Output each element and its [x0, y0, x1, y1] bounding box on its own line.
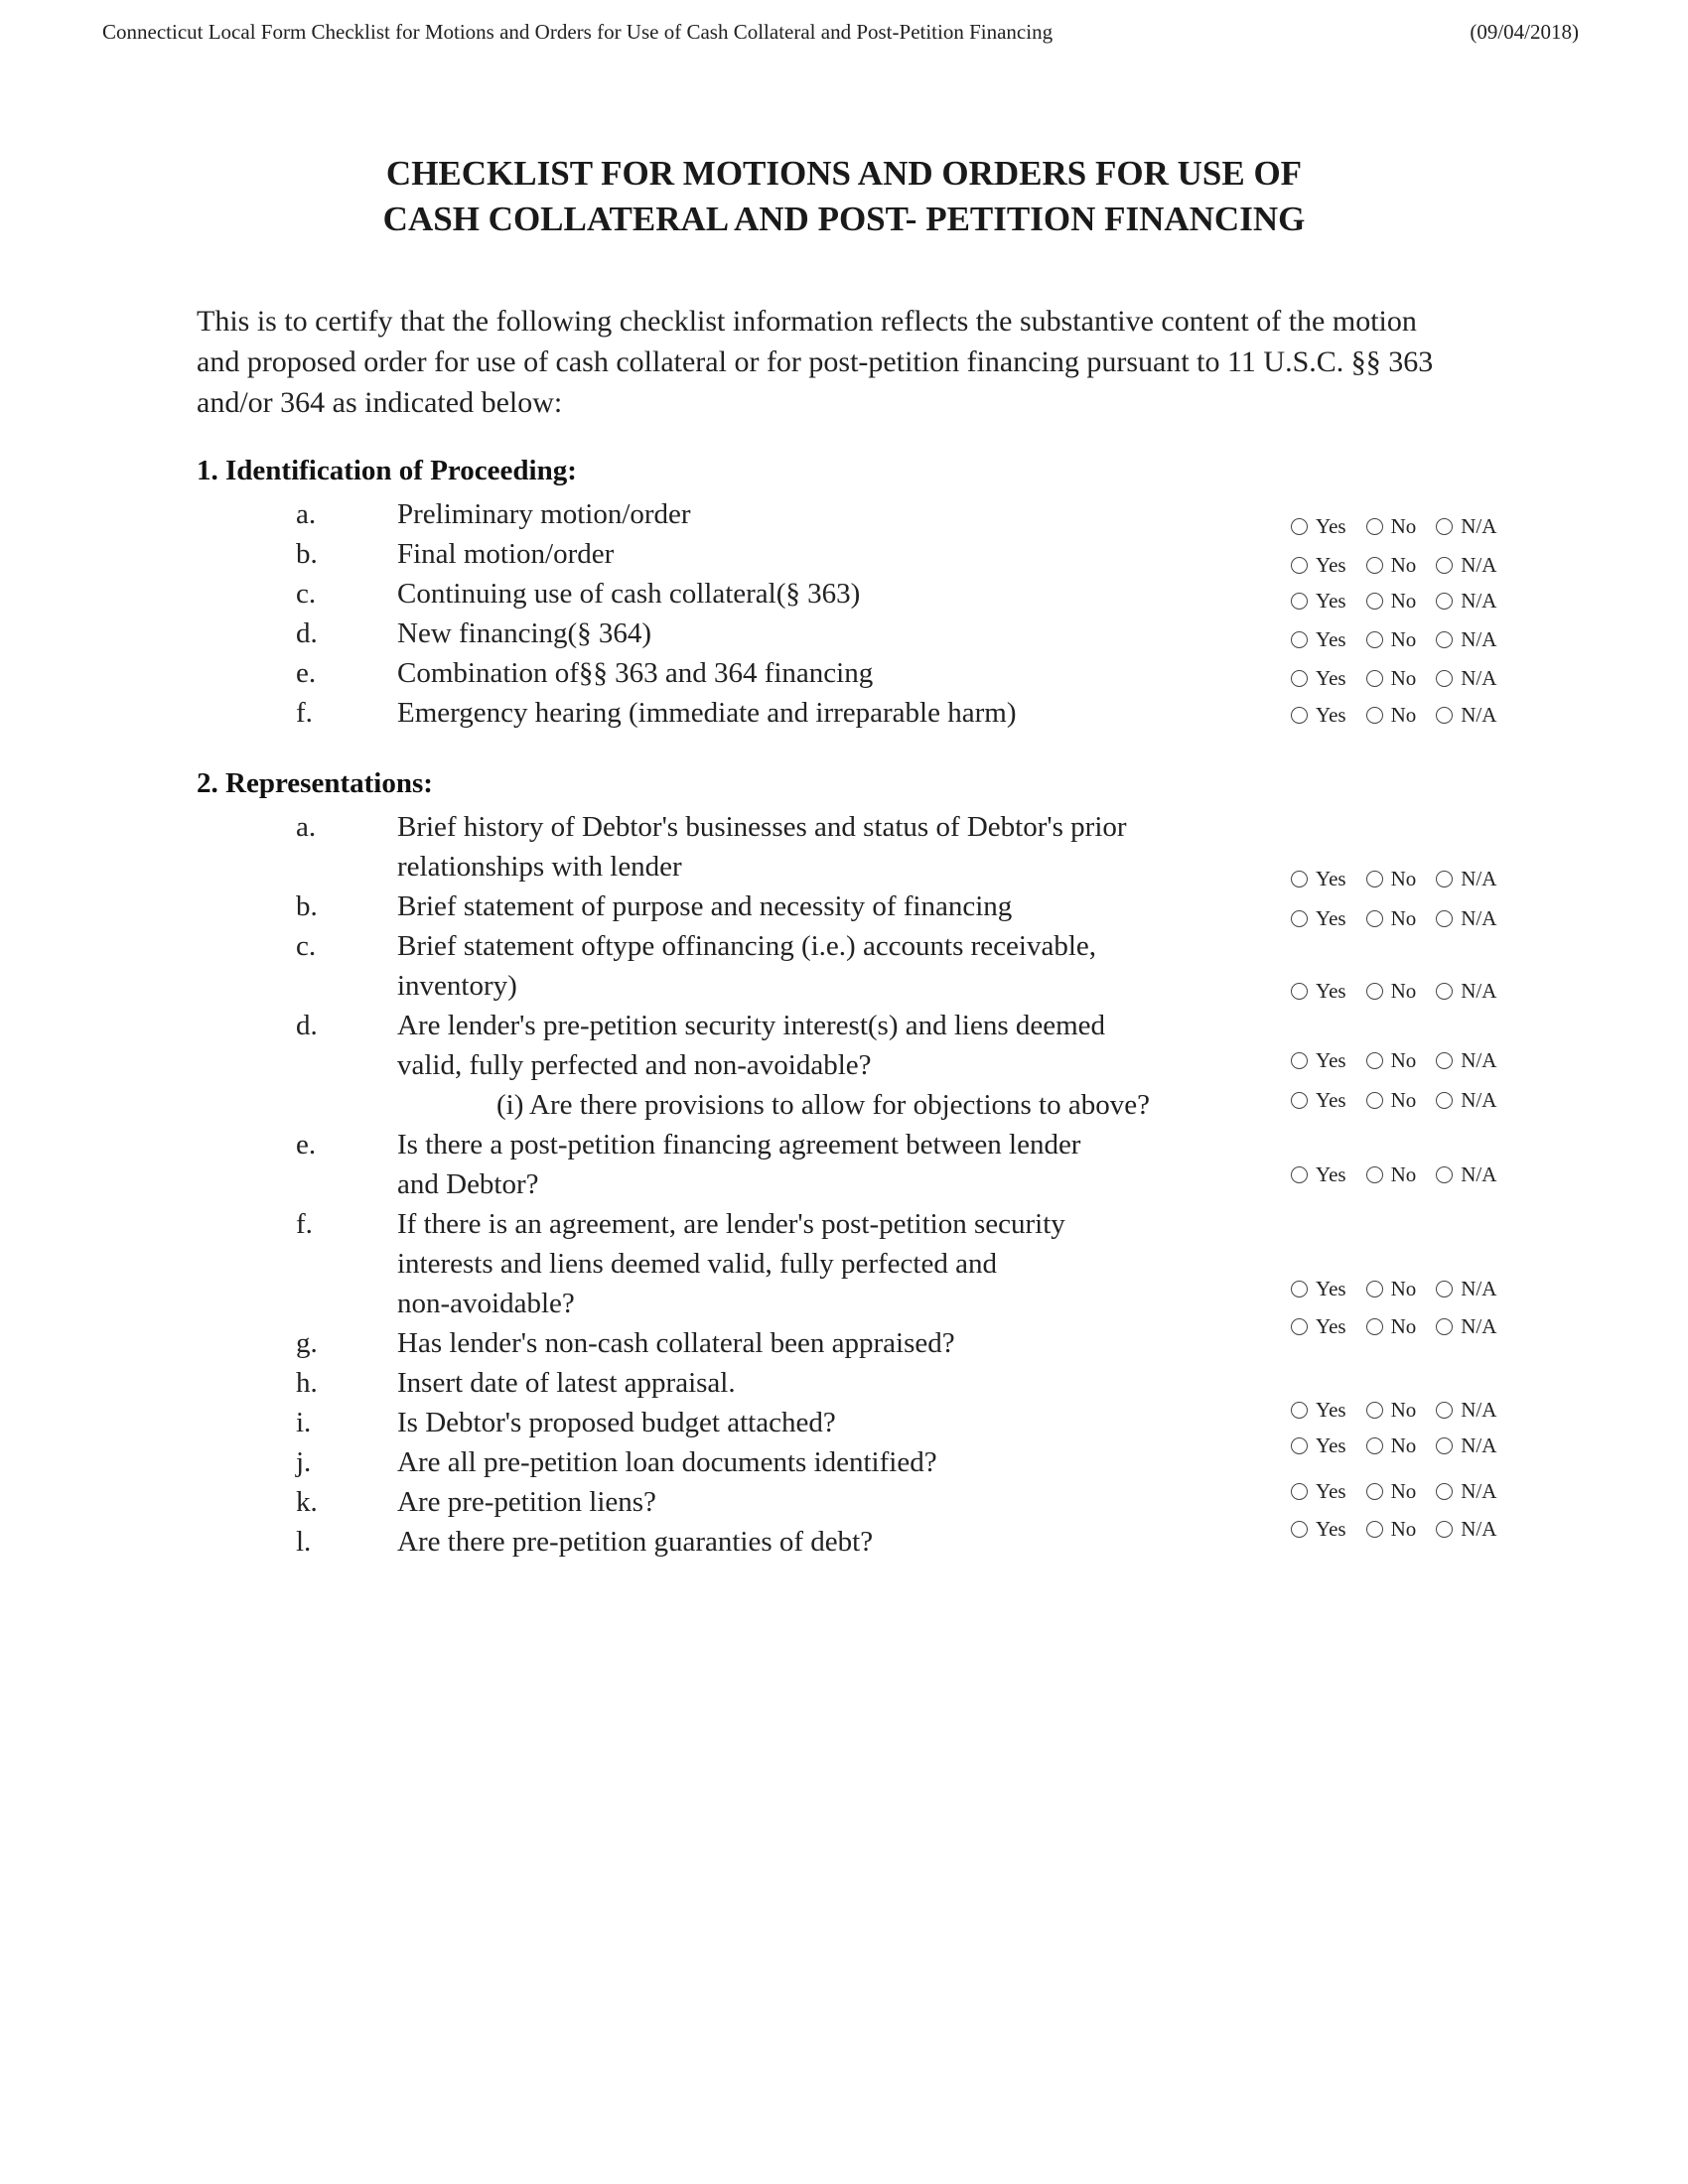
item-letter: c.: [296, 578, 317, 610]
option-no[interactable]: [1366, 906, 1417, 931]
option-label: Yes: [1316, 514, 1346, 538]
option-label: No: [1390, 703, 1417, 727]
option-label: N/A: [1461, 703, 1497, 727]
answer-options: [1291, 1398, 1589, 1423]
question-text: New financing(§ 364): [397, 617, 652, 649]
option-na[interactable]: [1436, 1048, 1496, 1073]
form-header-date: (09/04/2018): [1470, 20, 1579, 44]
radio-button[interactable]: [1366, 871, 1383, 887]
option-label: Yes: [1316, 1433, 1346, 1457]
radio-button[interactable]: [1366, 1318, 1383, 1335]
option-no[interactable]: [1366, 589, 1417, 614]
option-yes[interactable]: [1291, 867, 1346, 891]
option-label: Yes: [1316, 867, 1346, 890]
option-na[interactable]: [1436, 979, 1496, 1004]
item-letter: k.: [296, 1486, 318, 1518]
option-label: N/A: [1461, 1433, 1497, 1457]
question-text: [397, 807, 1241, 887]
item-letter: a.: [296, 811, 317, 843]
option-yes[interactable]: [1291, 1048, 1346, 1073]
question-text: [397, 1403, 1241, 1442]
option-no[interactable]: [1366, 1314, 1417, 1339]
option-na[interactable]: [1436, 1277, 1496, 1301]
question-text: [397, 1125, 1241, 1204]
radio-button[interactable]: [1291, 518, 1308, 535]
option-label: Yes: [1316, 666, 1346, 690]
radio-button[interactable]: [1436, 910, 1453, 927]
option-no[interactable]: [1366, 1433, 1417, 1458]
option-na[interactable]: [1436, 627, 1496, 652]
item-letter: d.: [296, 1010, 318, 1041]
question-line: Are lender's pre-petition security interest(s) and liens deemed: [397, 1010, 1106, 1041]
option-na[interactable]: [1436, 1088, 1496, 1113]
option-no[interactable]: [1366, 1088, 1417, 1113]
option-label: N/A: [1461, 867, 1497, 890]
option-label: No: [1390, 1048, 1417, 1072]
question-text: Emergency hearing (immediate and irreparable harm): [397, 697, 1017, 729]
radio-button[interactable]: [1291, 1437, 1308, 1454]
option-yes[interactable]: [1291, 906, 1346, 931]
option-label: No: [1390, 1433, 1417, 1457]
option-label: Yes: [1316, 1277, 1346, 1300]
option-no[interactable]: [1366, 553, 1417, 578]
radio-button[interactable]: [1366, 1437, 1383, 1454]
question-text: [397, 1363, 1241, 1403]
option-label: No: [1390, 1314, 1417, 1338]
section-1-heading: 1. Identification of Proceeding:: [197, 455, 577, 486]
option-na[interactable]: [1436, 906, 1496, 931]
option-no[interactable]: [1366, 1398, 1417, 1423]
option-yes[interactable]: [1291, 1277, 1346, 1301]
radio-button[interactable]: [1291, 593, 1308, 610]
answer-options: [1291, 1433, 1589, 1458]
question-line: Are pre-petition liens?: [397, 1486, 656, 1518]
answer-options: [1291, 906, 1589, 931]
radio-button[interactable]: [1366, 1281, 1383, 1297]
radio-button[interactable]: [1436, 707, 1453, 724]
question-line: Brief statement of purpose and necessity of financing: [397, 890, 1013, 922]
answer-options: [1291, 589, 1589, 614]
item-letter: c.: [296, 930, 317, 962]
radio-button[interactable]: [1436, 1318, 1453, 1335]
option-na[interactable]: [1436, 1479, 1496, 1504]
option-label: No: [1390, 1517, 1417, 1541]
radio-button[interactable]: [1291, 1483, 1308, 1500]
form-header-title: Connecticut Local Form Checklist for Motions and Orders for Use of Cash Collateral and Post-Petition Financing: [102, 20, 1054, 44]
radio-button[interactable]: [1291, 1092, 1308, 1109]
question-line: If there is an agreement, are lender's post-petition security: [397, 1208, 1065, 1240]
option-label: Yes: [1316, 627, 1346, 651]
answer-options: [1291, 666, 1589, 691]
option-na[interactable]: [1436, 867, 1496, 891]
certification-line-3: and/or 364 as indicated below:: [197, 386, 563, 419]
option-yes[interactable]: [1291, 514, 1346, 539]
option-no[interactable]: [1366, 1517, 1417, 1542]
answer-options: [1291, 1314, 1589, 1339]
option-label: Yes: [1316, 1162, 1346, 1186]
sub-question-text: (i) Are there provisions to allow for objections to above?: [496, 1089, 1150, 1121]
option-yes[interactable]: [1291, 1517, 1346, 1542]
option-label: Yes: [1316, 1048, 1346, 1072]
answer-options: [1291, 627, 1589, 652]
question-line: Insert date of latest appraisal.: [397, 1367, 736, 1399]
option-label: No: [1390, 867, 1417, 890]
option-label: Yes: [1316, 1479, 1346, 1503]
radio-button[interactable]: [1436, 557, 1453, 574]
option-yes[interactable]: [1291, 979, 1346, 1004]
radio-button[interactable]: [1436, 983, 1453, 1000]
question-line: and Debtor?: [397, 1168, 539, 1200]
option-no[interactable]: [1366, 627, 1417, 652]
radio-button[interactable]: [1366, 631, 1383, 648]
radio-button[interactable]: [1436, 1483, 1453, 1500]
option-label: No: [1390, 666, 1417, 690]
radio-button[interactable]: [1436, 1092, 1453, 1109]
certification-statement: [197, 301, 1587, 423]
radio-button[interactable]: [1436, 1281, 1453, 1297]
item-letter: b.: [296, 538, 318, 570]
option-no[interactable]: [1366, 1162, 1417, 1187]
option-no[interactable]: [1366, 1048, 1417, 1073]
question-line: Brief history of Debtor's businesses and status of Debtor's prior: [397, 811, 1127, 843]
question-line: Is there a post-petition financing agreement between lender: [397, 1129, 1081, 1160]
question-text: Continuing use of cash collateral(§ 363): [397, 578, 861, 610]
option-yes[interactable]: [1291, 703, 1346, 728]
answer-options: [1291, 514, 1589, 539]
option-yes[interactable]: [1291, 627, 1346, 652]
answer-options: [1291, 553, 1589, 578]
item-letter: f.: [296, 1208, 313, 1240]
option-label: No: [1390, 553, 1417, 577]
radio-button[interactable]: [1436, 670, 1453, 687]
radio-button[interactable]: [1436, 1052, 1453, 1069]
radio-button[interactable]: [1436, 1402, 1453, 1419]
option-label: N/A: [1461, 1479, 1497, 1503]
option-label: No: [1390, 589, 1417, 613]
option-label: N/A: [1461, 666, 1497, 690]
question-text: Preliminary motion/order: [397, 498, 691, 530]
page-title-line-2: CASH COLLATERAL AND POST- PETITION FINANCING: [382, 200, 1306, 238]
question-line: Are all pre-petition loan documents identified?: [397, 1446, 937, 1478]
question-text: [397, 1442, 1241, 1482]
question-line: relationships with lender: [397, 851, 682, 883]
option-label: N/A: [1461, 1398, 1497, 1422]
option-label: No: [1390, 1162, 1417, 1186]
question-line: Has lender's non-cash collateral been appraised?: [397, 1327, 955, 1359]
option-na[interactable]: [1436, 589, 1496, 614]
answer-options: [1291, 1277, 1589, 1301]
answer-options: [1291, 703, 1589, 728]
item-letter: f.: [296, 697, 313, 729]
option-label: N/A: [1461, 1517, 1497, 1541]
radio-button[interactable]: [1366, 1166, 1383, 1183]
option-label: N/A: [1461, 1314, 1497, 1338]
question-line: Are there pre-petition guaranties of debt?: [397, 1526, 874, 1558]
option-na[interactable]: [1436, 666, 1496, 691]
question-text: [397, 1323, 1241, 1363]
option-no[interactable]: [1366, 1479, 1417, 1504]
option-yes[interactable]: [1291, 553, 1346, 578]
question-text: [397, 1006, 1241, 1085]
radio-button[interactable]: [1291, 1402, 1308, 1419]
certification-line-1: This is to certify that the following checklist information reflects the substantive content of the motion: [197, 305, 1417, 338]
certification-line-2: and proposed order for use of cash collateral or for post-petition financing pursuant to 11 U.S.C. §§ 363: [197, 345, 1434, 378]
radio-button[interactable]: [1366, 983, 1383, 1000]
option-label: Yes: [1316, 1517, 1346, 1541]
question-text: [397, 926, 1241, 1006]
item-letter: i.: [296, 1407, 312, 1438]
option-label: N/A: [1461, 1088, 1497, 1112]
answer-options: [1291, 1048, 1589, 1073]
answer-options: [1291, 1162, 1589, 1187]
radio-button[interactable]: [1291, 631, 1308, 648]
item-letter: e.: [296, 1129, 317, 1160]
radio-button[interactable]: [1436, 631, 1453, 648]
answer-options: [1291, 1517, 1589, 1542]
radio-button[interactable]: [1366, 1483, 1383, 1500]
question-line: interests and liens deemed valid, fully perfected and: [397, 1248, 997, 1280]
option-na[interactable]: [1436, 514, 1496, 539]
radio-button[interactable]: [1436, 1521, 1453, 1538]
question-text: Final motion/order: [397, 538, 615, 570]
answer-options: [1291, 1088, 1589, 1113]
radio-button[interactable]: [1436, 593, 1453, 610]
option-na[interactable]: [1436, 1433, 1496, 1458]
radio-button[interactable]: [1366, 1092, 1383, 1109]
option-na[interactable]: [1436, 1314, 1496, 1339]
radio-button[interactable]: [1366, 1402, 1383, 1419]
option-label: N/A: [1461, 1277, 1497, 1300]
radio-button[interactable]: [1436, 871, 1453, 887]
option-label: Yes: [1316, 553, 1346, 577]
option-label: Yes: [1316, 1398, 1346, 1422]
option-label: N/A: [1461, 553, 1497, 577]
radio-button[interactable]: [1366, 518, 1383, 535]
item-letter: g.: [296, 1327, 318, 1359]
option-label: No: [1390, 979, 1417, 1003]
question-text: [397, 1522, 1241, 1562]
option-na[interactable]: [1436, 1517, 1496, 1542]
option-label: N/A: [1461, 627, 1497, 651]
option-no[interactable]: [1366, 666, 1417, 691]
radio-button[interactable]: [1366, 910, 1383, 927]
radio-button[interactable]: [1291, 707, 1308, 724]
question-text: Combination of§§ 363 and 364 financing: [397, 657, 874, 689]
option-no[interactable]: [1366, 514, 1417, 539]
option-label: Yes: [1316, 1088, 1346, 1112]
radio-button[interactable]: [1366, 593, 1383, 610]
question-text: [397, 887, 1241, 926]
answer-options: [1291, 1479, 1589, 1504]
radio-button[interactable]: [1366, 1052, 1383, 1069]
option-yes[interactable]: [1291, 589, 1346, 614]
question-text: [397, 1204, 1241, 1323]
option-label: N/A: [1461, 1048, 1497, 1072]
option-label: No: [1390, 514, 1417, 538]
item-letter: j.: [296, 1446, 312, 1478]
option-yes[interactable]: [1291, 1433, 1346, 1458]
question-line: non-avoidable?: [397, 1288, 575, 1319]
answer-options: [1291, 867, 1589, 891]
option-label: N/A: [1461, 589, 1497, 613]
radio-button[interactable]: [1291, 1318, 1308, 1335]
option-label: Yes: [1316, 906, 1346, 930]
option-label: No: [1390, 1277, 1417, 1300]
radio-button[interactable]: [1291, 1052, 1308, 1069]
option-yes[interactable]: [1291, 1314, 1346, 1339]
radio-button[interactable]: [1291, 557, 1308, 574]
option-label: N/A: [1461, 906, 1497, 930]
option-label: No: [1390, 1479, 1417, 1503]
option-label: N/A: [1461, 514, 1497, 538]
option-na[interactable]: [1436, 1162, 1496, 1187]
option-label: No: [1390, 1398, 1417, 1422]
option-label: No: [1390, 1088, 1417, 1112]
radio-button[interactable]: [1366, 1521, 1383, 1538]
radio-button[interactable]: [1436, 1166, 1453, 1183]
option-na[interactable]: [1436, 1398, 1496, 1423]
option-label: N/A: [1461, 979, 1497, 1003]
option-na[interactable]: [1436, 553, 1496, 578]
question-line: valid, fully perfected and non-avoidable?: [397, 1049, 872, 1081]
option-label: Yes: [1316, 589, 1346, 613]
option-label: No: [1390, 627, 1417, 651]
item-letter: a.: [296, 498, 317, 530]
option-label: No: [1390, 906, 1417, 930]
option-no[interactable]: [1366, 867, 1417, 891]
option-yes[interactable]: [1291, 1398, 1346, 1423]
option-na[interactable]: [1436, 703, 1496, 728]
item-letter: b.: [296, 890, 318, 922]
option-yes[interactable]: [1291, 666, 1346, 691]
radio-button[interactable]: [1436, 518, 1453, 535]
option-no[interactable]: [1366, 1277, 1417, 1301]
radio-button[interactable]: [1436, 1437, 1453, 1454]
option-yes[interactable]: [1291, 1088, 1346, 1113]
item-letter: e.: [296, 657, 317, 689]
option-yes[interactable]: [1291, 1479, 1346, 1504]
page-title: [0, 151, 1688, 242]
option-label: Yes: [1316, 1314, 1346, 1338]
option-label: Yes: [1316, 979, 1346, 1003]
radio-button[interactable]: [1291, 983, 1308, 1000]
question-text: [397, 1482, 1241, 1522]
section-2-heading: 2. Representations:: [197, 767, 433, 799]
radio-button[interactable]: [1366, 670, 1383, 687]
option-label: Yes: [1316, 703, 1346, 727]
question-line: Brief statement oftype offinancing (i.e.) accounts receivable,: [397, 930, 1097, 962]
answer-options: [1291, 979, 1589, 1004]
item-letter: h.: [296, 1367, 318, 1399]
radio-button[interactable]: [1291, 910, 1308, 927]
radio-button[interactable]: [1366, 557, 1383, 574]
page-title-line-1: CHECKLIST FOR MOTIONS AND ORDERS FOR USE OF: [385, 154, 1303, 193]
question-line: Is Debtor's proposed budget attached?: [397, 1407, 836, 1438]
question-line: inventory): [397, 970, 517, 1002]
radio-button[interactable]: [1291, 871, 1308, 887]
option-no[interactable]: [1366, 703, 1417, 728]
radio-button[interactable]: [1291, 1281, 1308, 1297]
option-no[interactable]: [1366, 979, 1417, 1004]
radio-button[interactable]: [1291, 1166, 1308, 1183]
radio-button[interactable]: [1366, 707, 1383, 724]
radio-button[interactable]: [1291, 670, 1308, 687]
option-label: N/A: [1461, 1162, 1497, 1186]
option-yes[interactable]: [1291, 1162, 1346, 1187]
item-letter: d.: [296, 617, 318, 649]
item-letter: l.: [296, 1526, 312, 1558]
radio-button[interactable]: [1291, 1521, 1308, 1538]
